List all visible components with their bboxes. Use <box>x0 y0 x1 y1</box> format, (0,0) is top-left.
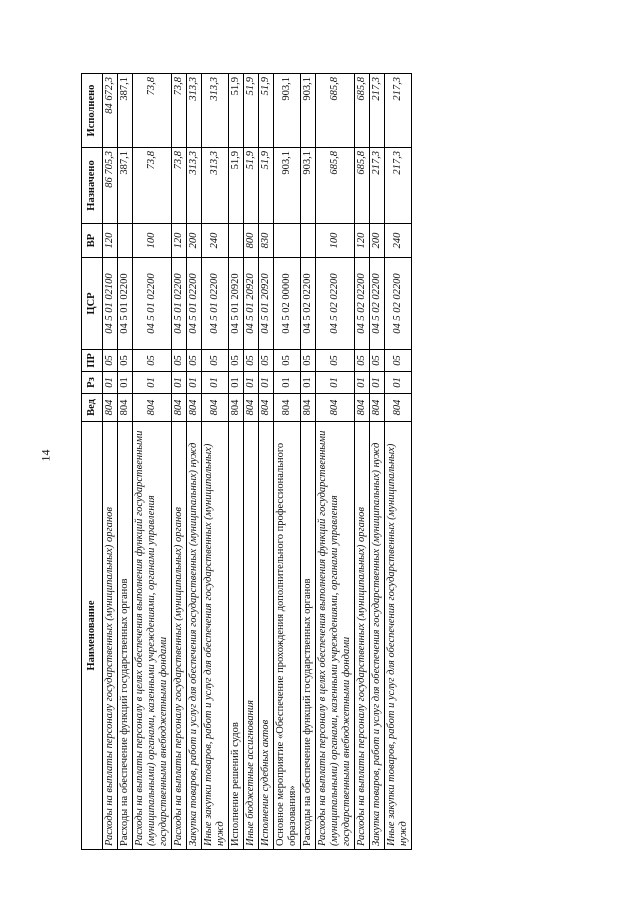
cell-csr: 04 5 01 20920 <box>244 258 259 350</box>
cell-ved: 804 <box>103 394 118 422</box>
header-naznacheno: Назначено <box>82 148 103 224</box>
cell-name: Расходы на выплаты персоналу в целях обеспечения выполнения функций государственными (муниципальными) органами, казенными учреждениями, органами управления государственными внебюджетными фондами <box>133 422 172 850</box>
cell-csr: 04 5 02 02200 <box>355 258 370 350</box>
header-row <box>82 74 103 850</box>
cell-ispolneno: 84 672,3 <box>103 74 118 148</box>
cell-pr: 05 <box>202 350 229 372</box>
cell-ved: 804 <box>118 394 133 422</box>
cell-ispolneno: 51,9 <box>244 74 259 148</box>
cell-pr: 05 <box>103 350 118 372</box>
cell-name: Иные закупки товаров, работ и услуг для обеспечения государственных (муниципальных) нужд <box>202 422 229 850</box>
table-row <box>355 74 370 850</box>
cell-ved: 804 <box>187 394 202 422</box>
cell-naznacheno: 73,8 <box>172 148 187 224</box>
cell-ispolneno: 313,3 <box>202 74 229 148</box>
cell-pr: 05 <box>259 350 274 372</box>
table-row <box>244 74 259 850</box>
cell-name: Расходы на обеспечение функций государственных органов <box>118 422 133 850</box>
cell-pr: 05 <box>244 350 259 372</box>
cell-ved: 804 <box>133 394 172 422</box>
cell-ispolneno: 217,3 <box>370 74 385 148</box>
table-row <box>301 74 316 850</box>
cell-pr: 05 <box>385 350 412 372</box>
table-row <box>370 74 385 850</box>
table-body <box>103 74 412 850</box>
table-row <box>187 74 202 850</box>
cell-naznacheno: 313,3 <box>202 148 229 224</box>
cell-ispolneno: 387,1 <box>118 74 133 148</box>
cell-pr: 05 <box>187 350 202 372</box>
cell-ispolneno: 73,8 <box>133 74 172 148</box>
cell-name: Расходы на выплаты персоналу государственных (муниципальных) органов <box>355 422 370 850</box>
cell-rz: 01 <box>355 372 370 394</box>
cell-pr: 05 <box>229 350 244 372</box>
cell-naznacheno: 86 705,3 <box>103 148 118 224</box>
header-ved: Вед <box>82 394 103 422</box>
cell-ispolneno: 903,1 <box>301 74 316 148</box>
cell-ved: 804 <box>301 394 316 422</box>
cell-vr <box>118 224 133 258</box>
cell-naznacheno: 903,1 <box>301 148 316 224</box>
header-rz: Рз <box>82 372 103 394</box>
cell-csr: 04 5 02 00000 <box>274 258 301 350</box>
cell-pr: 05 <box>301 350 316 372</box>
table-row <box>385 74 412 850</box>
header-ispolneno: Исполнено <box>82 74 103 148</box>
cell-name: Закупка товаров, работ и услуг для обеспечения государственных (муниципальных) нужд <box>370 422 385 850</box>
cell-csr: 04 5 01 20920 <box>259 258 274 350</box>
cell-naznacheno: 903,1 <box>274 148 301 224</box>
cell-name: Иные закупки товаров, работ и услуг для обеспечения государственных (муниципальных) нужд <box>385 422 412 850</box>
cell-vr: 200 <box>187 224 202 258</box>
cell-naznacheno: 51,9 <box>229 148 244 224</box>
cell-ispolneno: 73,8 <box>172 74 187 148</box>
cell-rz: 01 <box>301 372 316 394</box>
cell-name: Расходы на выплаты персоналу в целях обеспечения выполнения функций государственными (муниципальными) органами, казенными учреждениями, органами управления государственными внебюджетными фондами <box>316 422 355 850</box>
cell-ispolneno: 685,8 <box>316 74 355 148</box>
header-name: Наименование <box>82 422 103 850</box>
cell-ispolneno: 51,9 <box>259 74 274 148</box>
cell-naznacheno: 313,3 <box>187 148 202 224</box>
table-row <box>274 74 301 850</box>
cell-vr: 100 <box>316 224 355 258</box>
table-row <box>133 74 172 850</box>
cell-name: Закупка товаров, работ и услуг для обеспечения государственных (муниципальных) нужд <box>187 422 202 850</box>
table-row <box>316 74 355 850</box>
header-csr: ЦСР <box>82 258 103 350</box>
cell-naznacheno: 217,3 <box>370 148 385 224</box>
cell-rz: 01 <box>202 372 229 394</box>
cell-csr: 04 5 01 02200 <box>133 258 172 350</box>
cell-rz: 01 <box>229 372 244 394</box>
cell-ved: 804 <box>316 394 355 422</box>
table-row <box>103 74 118 850</box>
cell-ispolneno: 903,1 <box>274 74 301 148</box>
cell-name: Исполнение решений судов <box>229 422 244 850</box>
cell-pr: 05 <box>133 350 172 372</box>
cell-ved: 804 <box>385 394 412 422</box>
cell-vr: 120 <box>103 224 118 258</box>
cell-ispolneno: 313,3 <box>187 74 202 148</box>
cell-csr: 04 5 01 02100 <box>103 258 118 350</box>
table-row <box>118 74 133 850</box>
cell-ved: 804 <box>172 394 187 422</box>
cell-rz: 01 <box>103 372 118 394</box>
cell-pr: 05 <box>355 350 370 372</box>
cell-naznacheno: 217,3 <box>385 148 412 224</box>
cell-vr: 120 <box>172 224 187 258</box>
table-row <box>259 74 274 850</box>
rotated-page-content <box>81 74 537 850</box>
cell-name: Расходы на обеспечение функций государственных органов <box>301 422 316 850</box>
budget-table <box>81 73 412 850</box>
cell-vr: 100 <box>133 224 172 258</box>
cell-vr <box>274 224 301 258</box>
cell-rz: 01 <box>385 372 412 394</box>
cell-csr: 04 5 02 02200 <box>385 258 412 350</box>
cell-ved: 804 <box>355 394 370 422</box>
cell-name: Иные бюджетные ассигнования <box>244 422 259 850</box>
cell-name: Расходы на выплаты персоналу государственных (муниципальных) органов <box>172 422 187 850</box>
cell-csr: 04 5 01 02200 <box>172 258 187 350</box>
cell-naznacheno: 51,9 <box>259 148 274 224</box>
cell-rz: 01 <box>244 372 259 394</box>
cell-ispolneno: 217,3 <box>385 74 412 148</box>
cell-name: Основное мероприятие «Обеспечение прохождения дополнительного профессионального образования» <box>274 422 301 850</box>
cell-pr: 05 <box>172 350 187 372</box>
cell-vr: 200 <box>370 224 385 258</box>
cell-ved: 804 <box>202 394 229 422</box>
cell-vr <box>229 224 244 258</box>
cell-vr: 120 <box>355 224 370 258</box>
cell-ved: 804 <box>259 394 274 422</box>
cell-pr: 05 <box>370 350 385 372</box>
cell-naznacheno: 73,8 <box>133 148 172 224</box>
cell-csr: 04 5 01 20920 <box>229 258 244 350</box>
cell-ved: 804 <box>274 394 301 422</box>
cell-vr: 830 <box>259 224 274 258</box>
cell-ved: 804 <box>244 394 259 422</box>
cell-vr: 800 <box>244 224 259 258</box>
cell-rz: 01 <box>118 372 133 394</box>
cell-vr: 240 <box>385 224 412 258</box>
header-vr: ВР <box>82 224 103 258</box>
cell-csr: 04 5 02 02200 <box>370 258 385 350</box>
cell-rz: 01 <box>172 372 187 394</box>
cell-csr: 04 5 01 02200 <box>202 258 229 350</box>
table-row <box>202 74 229 850</box>
cell-rz: 01 <box>187 372 202 394</box>
cell-csr: 04 5 02 02200 <box>316 258 355 350</box>
cell-rz: 01 <box>274 372 301 394</box>
cell-csr: 04 5 01 02200 <box>187 258 202 350</box>
cell-vr <box>301 224 316 258</box>
cell-rz: 01 <box>370 372 385 394</box>
cell-csr: 04 5 02 02200 <box>301 258 316 350</box>
cell-name: Исполнение судебных актов <box>259 422 274 850</box>
cell-naznacheno: 685,8 <box>355 148 370 224</box>
cell-pr: 05 <box>316 350 355 372</box>
table-row <box>229 74 244 850</box>
cell-naznacheno: 51,9 <box>244 148 259 224</box>
cell-rz: 01 <box>133 372 172 394</box>
header-pr: ПР <box>82 350 103 372</box>
cell-name: Расходы на выплаты персоналу государственных (муниципальных) органов <box>103 422 118 850</box>
cell-rz: 01 <box>316 372 355 394</box>
budget-table-container <box>81 74 537 850</box>
cell-ved: 804 <box>370 394 385 422</box>
cell-vr: 240 <box>202 224 229 258</box>
cell-ved: 804 <box>229 394 244 422</box>
cell-ispolneno: 685,8 <box>355 74 370 148</box>
cell-pr: 05 <box>118 350 133 372</box>
cell-naznacheno: 685,8 <box>316 148 355 224</box>
cell-csr: 04 5 01 02200 <box>118 258 133 350</box>
cell-ispolneno: 51,9 <box>229 74 244 148</box>
cell-rz: 01 <box>259 372 274 394</box>
table-header <box>82 74 103 850</box>
cell-naznacheno: 387,1 <box>118 148 133 224</box>
page-number: 14 <box>38 449 53 462</box>
table-row <box>172 74 187 850</box>
cell-pr: 05 <box>274 350 301 372</box>
